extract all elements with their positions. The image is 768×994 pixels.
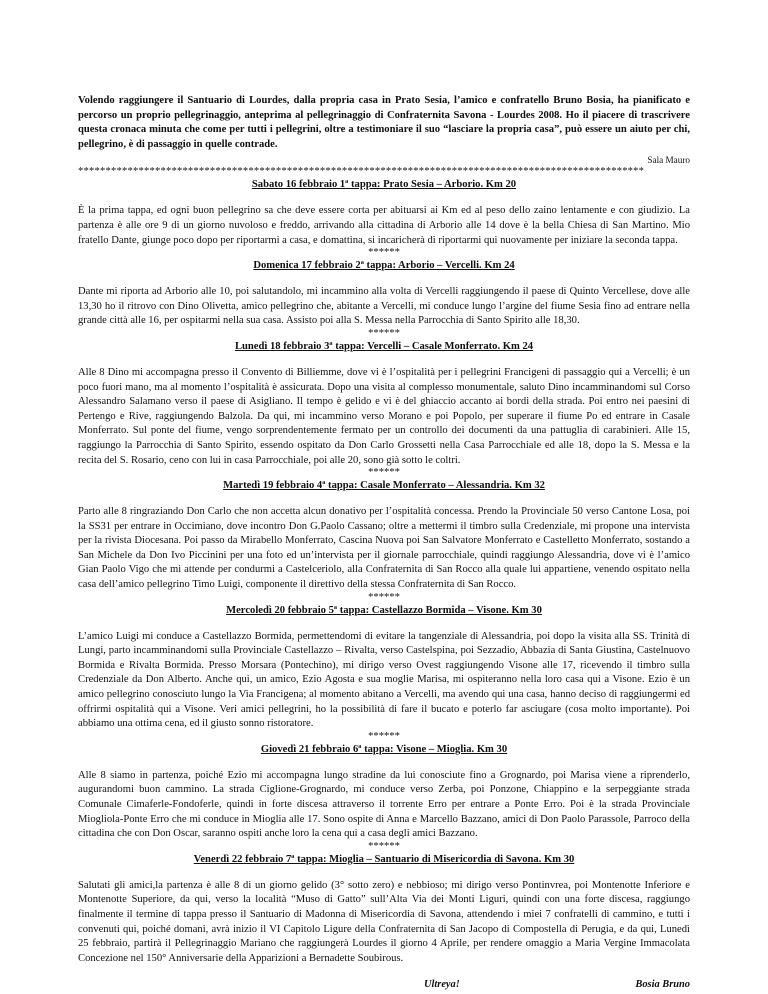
stage-separator: ****** bbox=[368, 591, 400, 603]
stage-5-title: Mercoledì 20 febbraio 5ª tappa: Castellazzo Bormida – Visone. Km 30 bbox=[226, 604, 542, 616]
stage-separator: ****** bbox=[368, 247, 400, 259]
stage-1-title: Sabato 16 febbraio 1ª tappa: Prato Sesia – Arborio. Km 20 bbox=[251, 179, 517, 191]
stage-7-text: Salutati gli amici,la partenza è alle 8 di un giorno gelido (3° sotto zero) e nebbioso; mi dirigo verso Pontinvrea, poi Montenotte Inferiore e Montenotte Superiore, da qui, verso la località “Muso di Gatto” sull’Alta Via dei Monti Liguri, quindi con una forte discesa, raggiungo finalmente il termine di tappa presso il Santuario di Madonna di Misericordia di Savona, attendendo i miei 7 confratelli di cammino, e tutti i convenuti qui, poiché domani, avrà inizio il VI Capitolo Ligure della Confraternita di San Jacopo di Compostella di Perugia, e da qui, Lunedì 25 febbraio, partirà il Pellegrinaggio Mariano che raggiungerà Lourdes il giorno 4 Aprile, per rendere omaggio a Maria Vergine Immacolata Concezione nel 150° Anniversarie della Apparizioni a Bernadette Soubirous. bbox=[78, 879, 690, 964]
author-name: Sala Mauro bbox=[647, 155, 690, 166]
stage-2-text: Dante mi riporta ad Arborio alle 10, poi salutandolo, mi incammino alla volta di Vercelli raggiungendo il paese di Quinto Vercellese, dove alle 13,30 ho il ritrovo con Dino Olivetta, amico pellegrino che, abitante a Vercelli, mi conduce lungo l’argine del fiume Sesia fino ad entrare nella grande città alle 16, per ospitarmi nella sua casa. Assisto poi alla S. Messa nella Parrocchia di Santo Spirito alle 18,30. bbox=[78, 286, 690, 327]
stage-4-title: Martedì 19 febbraio 4ª tappa: Casale Monferrato – Alessandria. Km 32 bbox=[223, 480, 545, 492]
stage-3-text: Alle 8 Dino mi accompagna presso il Convento di Billiemme, dove vi è l’ospitalità per i pellegrini Francigeni di passaggio qui a Vercelli; è un poco fuori mano, ma al momento l’ospitalità è assicurata. Dopo una visita al complesso monumentale, saluto Dino incamminandomi sul Corso Alessandro Salamano verso il paese di Asigliano. Il tempo è gelido e vi è del ghiaccio accanto ai bordi della strada. Poi entro nei paesini di Pertengo e Rive, raggiungendo Balzola. Da qui, mi incammino verso Morano e poi Popolo, per superare il fiume Po ed entrare in Casale Monferrato. Sul ponte del fiume, vengo sorprendentemente fermato per un controllo dei documenti da una pattuglia di carabinieri. Alle 15, raggiungo la Parrocchia di Santo Spirito, essendo ospitato da Don Carlo Grossetti nella Casa Parrocchiale ed alle 18, dopo la S. Messa e la recita del S. Rosario, ceno con lui in casa Parrocchiale, poi alle 20, sono già sotto le coltri. bbox=[78, 366, 690, 466]
stage-3-title: Lunedì 18 febbraio 3ª tappa: Vercelli – Casale Monferrato. Km 24 bbox=[234, 340, 534, 352]
stage-6-title: Giovedì 21 febbraio 6ª tappa: Visone – Mioglia. Km 30 bbox=[260, 743, 508, 755]
stage-2-title: Domenica 17 febbraio 2ª tappa: Arborio – Vercelli. Km 24 bbox=[253, 260, 515, 272]
stage-separator: ****** bbox=[368, 327, 400, 339]
stage-separator: ****** bbox=[368, 840, 400, 852]
stage-5-text: L’amico Luigi mi conduce a Castellazzo Bormida, permettendomi di evitare la tangenziale di Alessandria, poi dopo la visita alla SS. Trinità di Lungi, parto incamminandomi sulla Provinciale Castellazzo – Rivalta, verso Castelspina, poi Sezzadio, Abbazia di Santa Giustina, Castelnuovo Bormida e Rivalta Bormida. Presso Morsara (Pontechino), mi dirigo verso Ovest raggiungendo Visone alle 17, ricevendo il timbro sulla Credenziale da Don Alberto. Anche qui, un amico, Ezio Agosta e sua moglie Marisa, mi ospiteranno nella loro casa qui a Visone. Ezio è un amico pellegrino conosciuto lungo la Via Francigena; al momento abitano a Vercelli, ma avendo qui una casa, hanno deciso di raggiungermi ed offrirmi ospitalità qui a Visone. Veri amici pellegrini, ho la possibilità di fare il bucato e poterlo far asciugare (cosa molto importante). Poi abbiamo una ottima cena, ed il giusto sonno ristoratore. bbox=[78, 630, 690, 730]
asterisk-divider: ******************************************************************************************************* bbox=[78, 166, 645, 178]
intro-paragraph: Volendo raggiungere il Santuario di Lourdes, dalla propria casa in Prato Sesia, l’amico e confratello Bruno Bosia, ha pianificato e percorso un proprio pellegrinaggio, anteprima al pellegrinaggio di Confraternita Savona - Lourdes 2008. Ho il piacere di trascrivere questa cronaca minuta che come per tutti i pellegrini, oltre a testimoniare il suo “lasciare la propria casa”, può essere un aiuto per chi, pellegrino, è di passaggio in quelle contrade. bbox=[78, 95, 690, 150]
stage-separator: ****** bbox=[368, 730, 400, 742]
stage-1-text: È la prima tappa, ed ogni buon pellegrino sa che deve essere corta per abituarsi ai Km ed al peso dello zaino lentamente e con giudizio. La partenza è alle ore 9 di un giorno nuvoloso e freddo, arrivando alla cittadina di Arborio alle 14 dove è la bella Chiesa di San Martino. Mio fratello Dante, giunge poco dopo per riportarmi a casa, e domattina, si incaricherà di riportarmi qui nuovamente per iniziare la seconda tappa. bbox=[78, 205, 690, 246]
stage-separator: ****** bbox=[368, 467, 400, 479]
stage-4-text: Parto alle 8 ringraziando Don Carlo che non accetta alcun donativo per l’ospitalità concessa. Prendo la Provinciale 50 verso Cantone Losa, poi la SS31 per entrare in Occimiano, dove incontro Don G.Paolo Cassano; oltre a mettermi il timbro sulla Credenziale, mi propone una intervista per la rivista Diocesana. Poi passo da Mirabello Monferrato, Cascina Nuova poi San Salvatore Monferrato e Castelletto Monferrato, sostando a San Michele da Don Ivo Piccinini per una foto ed un’intervista per il giornale parrocchiale, quindi raggiungo Alessandria, dove vi è l’amico Gian Paolo Vigo che mi attende per condurmi a Castelceriolo, alla Confraternita di San Rocco alla quale lui appartiene, venendo ospitato nella casa dell’amico pellegrino Timo Luigi, componente il direttivo della stessa Confraternita di San Rocco. bbox=[78, 506, 690, 591]
stage-6-text: Alle 8 siamo in partenza, poiché Ezio mi accompagna lungo stradine da lui conosciute fino a Grognardo, poi Marisa viene a riprenderlo, augurandomi buon cammino. La strada Ciglione-Grognardo, mi conduce verso Zerba, poi Ponzone, Chiappino e la serpeggiante strada Comunale Cimaferle-Fondoferle, quindi in forte discesa attraverso il torrente Erro per entrare a Ponte Erro. Poi è la strada Provinciale Miogliola-Ponte Erro che mi conduce in Mioglia alle 17. Sono ospite di Anna e Marcello Bazzano, amici di Don Paolo Parassole, Parroco della cittadina che con Don Oscar, saranno ospiti anche loro la cena qui a casa degli amici Bazzano. bbox=[78, 769, 690, 840]
closing-greeting: Ultreya! bbox=[424, 979, 460, 991]
stage-7-title: Venerdì 22 febbraio 7ª tappa: Mioglia – Santuario di Misericordia di Savona. Km 30 bbox=[193, 853, 575, 865]
closing-row bbox=[78, 979, 690, 993]
signature: Bosia Bruno bbox=[635, 979, 690, 991]
document-page bbox=[78, 94, 690, 993]
